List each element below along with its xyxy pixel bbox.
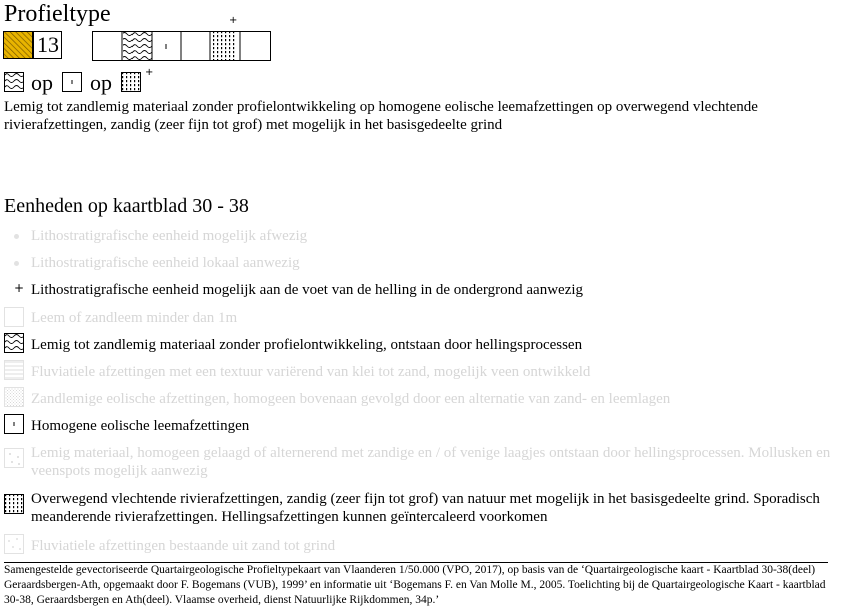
units-heading: Eenheden op kaartblad 30 - 38 bbox=[4, 195, 249, 217]
connector-op-1: op bbox=[31, 70, 53, 95]
dots-swatch-icon bbox=[4, 448, 24, 468]
horizontal-lines-swatch-icon bbox=[4, 360, 24, 380]
legend-label: Fluviatiele afzettingen met een textuur variërend van klei tot zand, mogelijk veen ontwikkeld bbox=[31, 364, 591, 380]
legend-label: Leem of zandleem minder dan 1m bbox=[31, 310, 238, 326]
dot-icon bbox=[14, 261, 19, 266]
legend-label: Fluviatiele afzettingen bestaande uit zand tot grind bbox=[31, 538, 336, 554]
short-dash-swatch-icon bbox=[4, 414, 24, 434]
sparse-dots-swatch-icon bbox=[4, 534, 24, 554]
sequence-dotted-vertical-icon bbox=[121, 72, 141, 92]
page-title: Profieltype bbox=[4, 1, 111, 27]
legend-label: Lemig tot zandlemig materiaal zonder profielontwikkeling, ontstaan door hellingsprocessen bbox=[31, 337, 583, 353]
connector-op-2: op bbox=[90, 70, 112, 95]
plus-icon: + bbox=[14, 281, 25, 295]
sequence-short-dash-icon bbox=[62, 72, 82, 92]
legend-label: Lithostratigrafische eenheid lokaal aanwezig bbox=[31, 255, 300, 271]
source-citation: Samengestelde gevectoriseerde Quartairgeologische Profieltypekaart van Vlaanderen 1/50.000 (VPO, 2017), op basis van de ‘Quartairgeologische kaart - Kaartblad 30-38(deel) Geraardsbergen-Ath, opgemaakt door F. Bogemans (VUB), 1999’ en informatie uit ‘Bogemans F. en Van Molle M., 2005. Toelichting bij de Quartairgeologische Kaart - kaartblad 30-38, Geraardsbergen en Ath(deel). Vlaamse overheid, dienst Natuurlijke Rijkdommen, 34p.’ bbox=[4, 564, 826, 606]
dot-icon bbox=[14, 234, 19, 239]
profile-layer-strip bbox=[92, 31, 271, 61]
legend-label: Lemig materiaal, homogeen gelaagd of alternerend met zandige en / of venige laagjes ontstaan door hellingsprocessen. Mollusken en veenspots mogelijk aanwezig bbox=[31, 445, 831, 479]
dotted-vertical-swatch-icon bbox=[4, 494, 24, 514]
legend-label: Lithostratigrafische eenheid mogelijk afwezig bbox=[31, 228, 308, 244]
legend-label: Lithostratigrafische eenheid mogelijk aan de voet van de helling in de ondergrond aanwezig bbox=[31, 282, 584, 298]
legend-label: Homogene eolische leemafzettingen bbox=[31, 418, 250, 434]
stipple-swatch-icon bbox=[4, 387, 24, 407]
profile-code-box bbox=[33, 31, 62, 59]
legend-label: Zandlemige eolische afzettingen, homogeen bovenaan gevolgd door een alternatie van zand- en leemlagen bbox=[31, 391, 671, 407]
profile-code: 13 bbox=[37, 32, 59, 57]
sequence-plus-sign: + bbox=[145, 67, 154, 78]
profile-description: Lemig tot zandlemig materiaal zonder profielontwikkeling op homogene eolische leemafzettingen op overwegend vlechtende rivierafzettingen, zandig (zeer fijn tot grof) met mogelijk in het basisgedeelte grind bbox=[4, 99, 758, 133]
profile-plus-sign: + bbox=[229, 15, 238, 26]
profile-swatch bbox=[3, 31, 33, 59]
legend-label: Overwegend vlechtende rivierafzettingen, zandig (zeer fijn tot grof) van natuur met mogelijk in het basisgedeelte grind. Sporadisch meanderende rivierafzettingen. Hellingsafzettingen kunnen geïntercaleerd voorkomen bbox=[31, 491, 820, 525]
sequence-wavy-icon bbox=[4, 72, 24, 92]
blank-swatch-icon bbox=[4, 307, 24, 327]
wavy-lines-swatch-icon bbox=[4, 333, 24, 353]
